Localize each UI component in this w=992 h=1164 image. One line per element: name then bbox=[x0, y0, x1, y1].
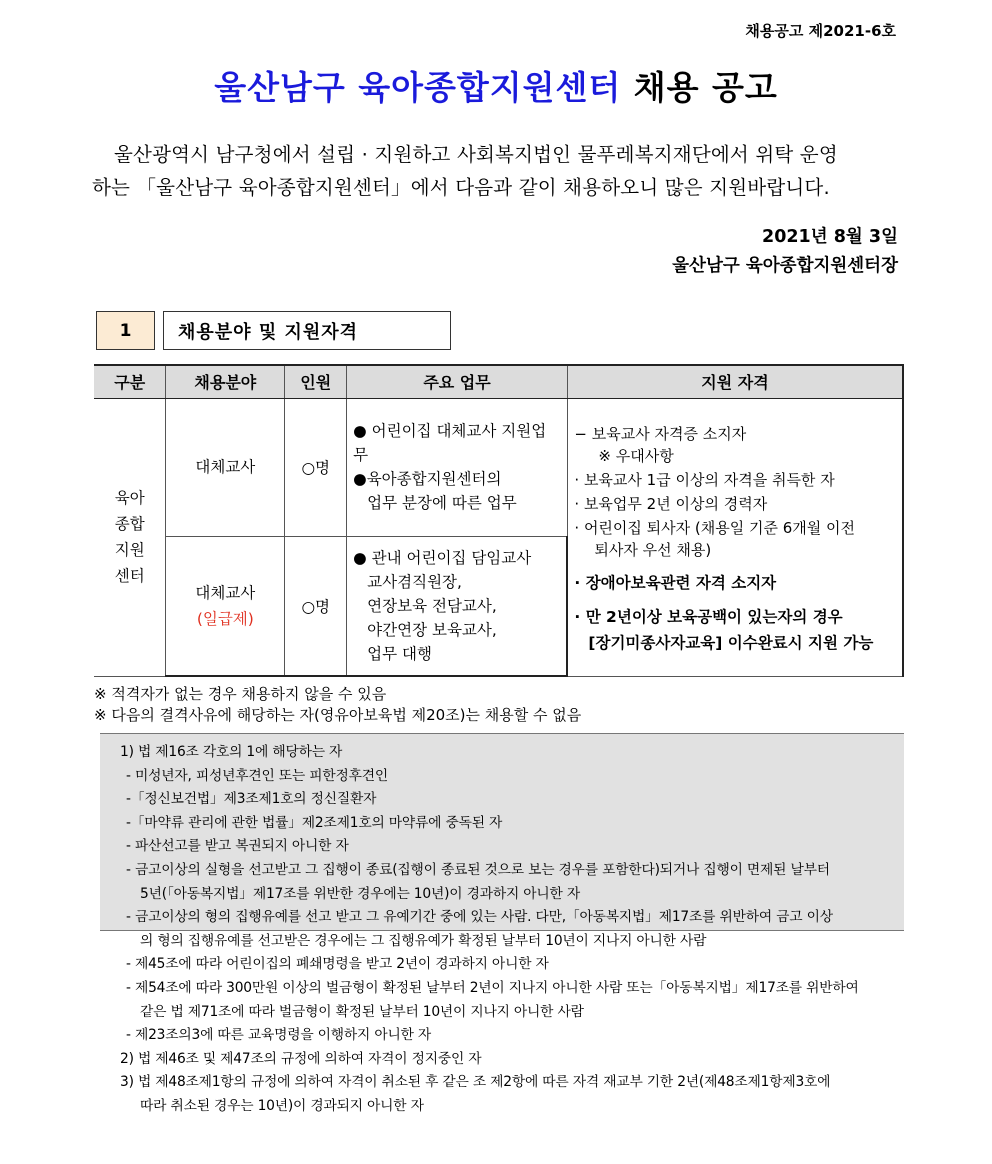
notice-signer: 울산남구 육아종합지원센터장 bbox=[672, 256, 898, 276]
field-cell bbox=[166, 536, 285, 676]
duty-line: 연장보육 전담교사, bbox=[367, 596, 497, 615]
header-count: 인원 bbox=[285, 365, 347, 398]
disqualification-item: 2) 법 제46조 및 제47조의 규정에 의하여 자격이 정지중인 자 bbox=[120, 1050, 482, 1067]
disqualification-item: - 금고이상의 실형을 선고받고 그 집행이 종료(집행이 종료된 것으로 보는 경우를 포함한다)되거나 집행이 면제된 날부터 bbox=[126, 861, 830, 878]
notes bbox=[94, 684, 581, 726]
count-cell: ○명 bbox=[285, 398, 347, 536]
count-cell: ○명 bbox=[285, 536, 347, 676]
category-text: 센터 bbox=[114, 567, 145, 585]
duty-line: 업무 대행 bbox=[367, 644, 432, 663]
qualification-line: · 어린이집 퇴사자 (채용일 기준 6개월 이전 bbox=[574, 518, 856, 537]
qualification-line: · 보육업무 2년 이상의 경력자 bbox=[574, 494, 768, 513]
header-field: 채용분야 bbox=[166, 365, 285, 398]
intro-line-2: 하는 「울산남구 육아종합지원센터」에서 다음과 같이 채용하오니 많은 지원바랍니다. bbox=[92, 176, 830, 199]
field-note: (일급제) bbox=[196, 609, 254, 628]
disqualification-item: - 금고이상의 형의 집행유예를 선고 받고 그 유예기간 중에 있는 사람. 다만,「아동복지법」제17조를 위반하여 금고 이상 bbox=[126, 909, 833, 926]
header-qualifications: 지원 자격 bbox=[567, 365, 903, 398]
disqualification-item: 같은 법 제71조에 따라 벌금형이 확정된 날부터 10년이 지나지 아니한 사람 bbox=[140, 1003, 584, 1020]
qualification-bold-line: · 만 2년이상 보육공백이 있는자의 경우 bbox=[574, 607, 843, 626]
disqualification-item: 1) 법 제16조 각호의 1에 해당하는 자 bbox=[120, 744, 343, 760]
qualification-line: − 보육교사 자격증 소지자 bbox=[574, 424, 747, 443]
qualifications-cell bbox=[567, 398, 903, 676]
qualification-line: · 보육교사 1급 이상의 자격을 취득한 자 bbox=[574, 470, 835, 489]
header-category: 구분 bbox=[94, 365, 166, 398]
disqualification-item: - 파산선고를 받고 복권되지 아니한 자 bbox=[126, 838, 349, 855]
disqualification-item: - 제23조의3에 따른 교육명령을 이행하지 아니한 자 bbox=[126, 1027, 432, 1044]
header-duties: 주요 업무 bbox=[347, 365, 568, 398]
duty-line: ● 어린이집 대체교사 지원업무 bbox=[353, 422, 547, 464]
section-title: 채용분야 및 지원자격 bbox=[163, 311, 451, 350]
duty-line: 야간연장 보육교사, bbox=[367, 620, 497, 639]
qualification-line: ※ 우대사항 bbox=[598, 446, 674, 465]
disqualification-item: 3) 법 제48조제1항의 규정에 의하여 자격이 취소된 후 같은 조 제2항에 따른 자격 재교부 기한 2년(제48조제1항제3호에 bbox=[120, 1074, 831, 1091]
disqualification-item: -「마약류 관리에 관한 법률」제2조제1호의 마약류에 중독된 자 bbox=[126, 814, 503, 831]
disqualification-item: 의 형의 집행유예를 선고받은 경우에는 그 집행유예가 확정된 날부터 10년이 지나지 아니한 사람 bbox=[140, 932, 707, 949]
table-header-row bbox=[94, 365, 903, 398]
duty-line: ● 관내 어린이집 담임교사 bbox=[353, 548, 532, 567]
intro-paragraph bbox=[92, 138, 900, 204]
qualification-bold-line: [장기미종사자교육] 이수완료시 지원 가능 bbox=[588, 633, 874, 652]
field-label: 대체교사 bbox=[195, 458, 256, 476]
disqualification-item: - 미성년자, 피성년후견인 또는 피한정후견인 bbox=[126, 767, 389, 784]
page-title bbox=[0, 62, 992, 109]
notice-date: 2021년 8월 3일 bbox=[762, 227, 898, 247]
note-line: ※ 다음의 결격사유에 해당하는 자(영유아보육법 제20조)는 채용할 수 없음 bbox=[94, 706, 582, 724]
qualification-line: 퇴사자 우선 채용) bbox=[594, 540, 712, 559]
table-row bbox=[94, 398, 903, 536]
category-text: 종합 bbox=[114, 515, 145, 533]
duties-cell bbox=[347, 398, 568, 536]
disqualification-box bbox=[100, 733, 904, 1114]
disqualification-item: 5년(「아동복지법」제17조를 위반한 경우에는 10년)이 경과하지 아니한 자 bbox=[140, 885, 580, 902]
field-cell bbox=[166, 398, 285, 536]
duty-line: 업무 분장에 따른 업무 bbox=[367, 494, 517, 512]
disqualification-item: 따라 취소된 경우는 10년)이 경과되지 아니한 자 bbox=[140, 1097, 424, 1114]
section-number: 1 bbox=[96, 311, 155, 350]
category-text: 지원 bbox=[114, 541, 145, 559]
title-center-name: 울산남구 육아종합지원센터 bbox=[214, 68, 622, 107]
duty-line: 교사겸직원장, bbox=[367, 572, 462, 591]
disqualification-item: -「정신보건법」제3조제1호의 정신질환자 bbox=[126, 791, 377, 808]
qualification-bold-line: · 장애아보육관련 자격 소지자 bbox=[574, 573, 777, 592]
disqualification-item: - 제45조에 따라 어린이집의 폐쇄명령을 받고 2년이 경과하지 아니한 자 bbox=[126, 956, 549, 973]
duties-cell bbox=[347, 536, 568, 676]
field-label: 대체교사 bbox=[195, 583, 256, 602]
note-line: ※ 적격자가 없는 경우 채용하지 않을 수 있음 bbox=[94, 685, 387, 703]
category-text: 육아 bbox=[114, 489, 145, 507]
disqualification-item: - 제54조에 따라 300만원 이상의 벌금형이 확정된 날부터 2년이 지나지 아니한 사람 또는「아동복지법」제17조를 위반하여 bbox=[126, 979, 859, 996]
notice-number: 채용공고 제2021-6호 bbox=[745, 22, 896, 40]
intro-line-1: 울산광역시 남구청에서 설립 · 지원하고 사회복지법인 물푸레복지재단에서 위탁 운영 bbox=[114, 143, 838, 166]
title-suffix: 채용 공고 bbox=[633, 68, 778, 107]
recruitment-table bbox=[94, 364, 904, 677]
duty-line: ●육아종합지원센터의 bbox=[353, 470, 502, 488]
category-cell bbox=[94, 398, 166, 676]
